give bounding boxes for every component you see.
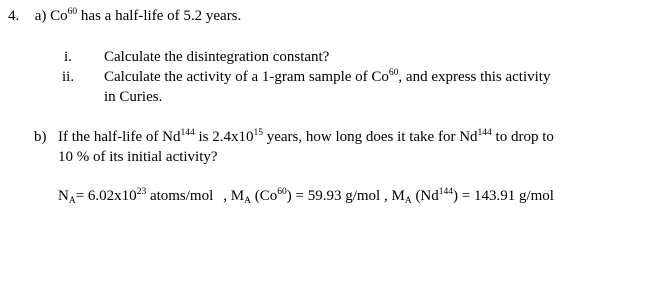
avogadro-constant: $N_A= 6.02x10^{23}$ atoms/mol: [58, 187, 214, 206]
part-a-statement: has a half-life of 5.2 years.: [77, 8, 242, 24]
item-numeral: ii.: [62, 69, 75, 85]
part-a-isotope: Co$^{60}$: [50, 7, 78, 24]
constants-line: $N_A= 6.02x10^{23}$ atoms/mol , $M_A$ $(Co^{60}) = 59.93$ g/mol , $M_A$ $(Nd^{144}) = 143.91$ g/mol: [58, 187, 554, 206]
part-b-statement: b) If the half-life of Nd$^{144}$ is $2.4x10^{15}$ years, how long does it take for Nd$^{144}$ to drop to: [34, 128, 554, 145]
part-a-label: a): [34, 8, 47, 24]
part-b-label: b): [34, 129, 47, 145]
question-4-header: [8, 6, 241, 26]
part-b-continuation: 10 % of its initial activity?: [58, 149, 218, 165]
cobalt-molar-mass: $M_A$ $(Co^{60}) = 59.93$ g/mol: [230, 187, 381, 206]
part-a-item-ii: [62, 67, 550, 87]
item-text: Calculate the activity of a 1-gram sample of Co$^{60}$, and express this activity: [104, 68, 551, 85]
item-numeral: i.: [64, 49, 72, 65]
part-a-item-ii-continuation: in Curies.: [104, 89, 163, 105]
item-text: Calculate the disintegration constant?: [104, 49, 330, 65]
part-a-item-i: [64, 47, 329, 67]
question-number: 4.: [8, 8, 20, 24]
neodymium-molar-mass: $M_A$ $(Nd^{144}) = 143.91$ g/mol: [391, 187, 554, 206]
